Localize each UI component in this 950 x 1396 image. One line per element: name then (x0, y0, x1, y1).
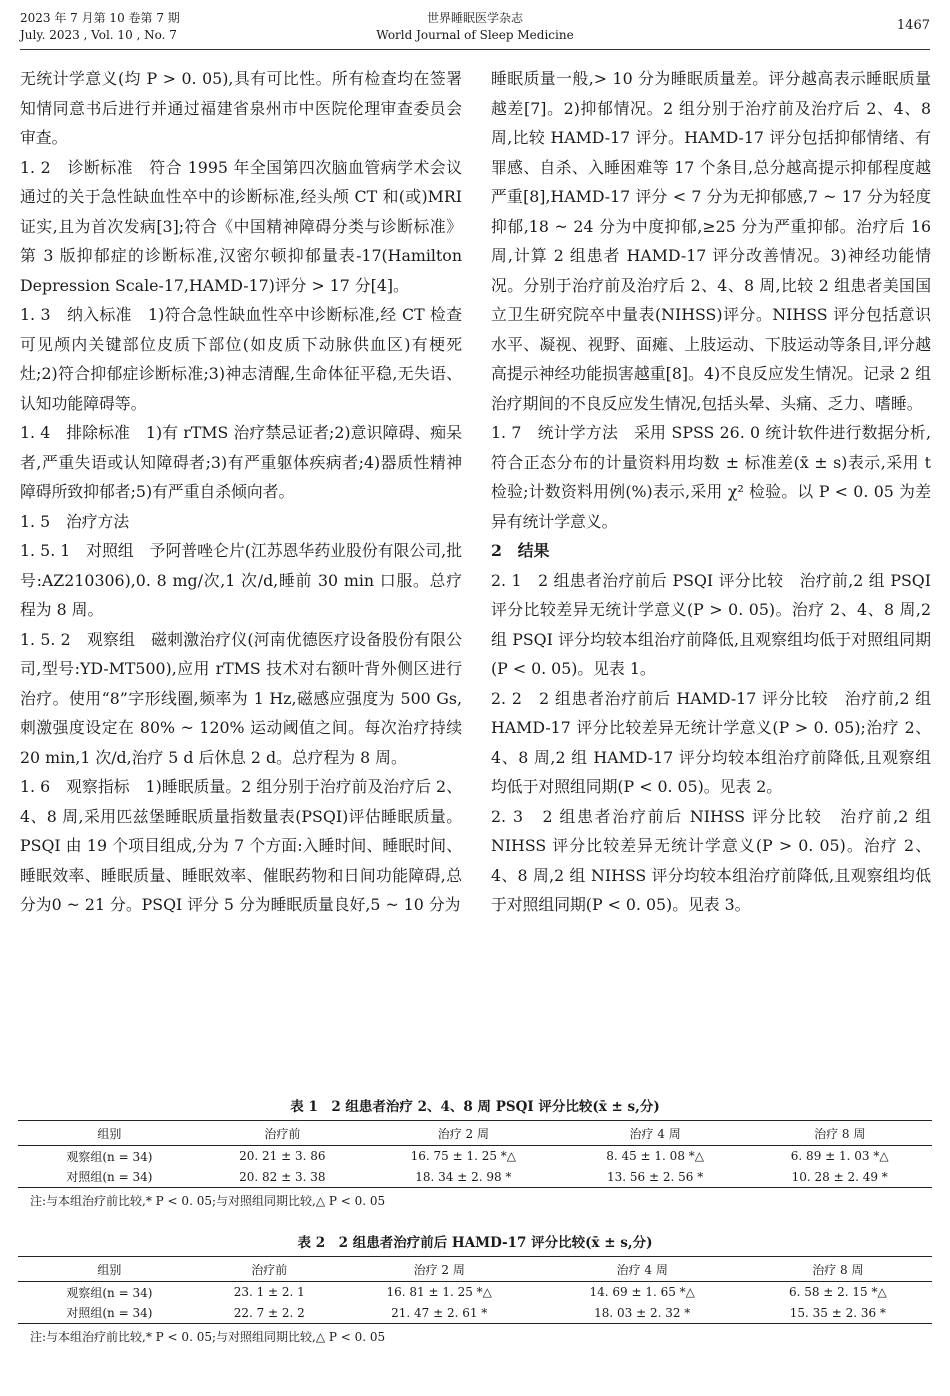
table-cell: 6. 58 ± 2. 15 *△ (788, 1285, 887, 1300)
page-header (20, 8, 930, 50)
table-cell: 16. 75 ± 1. 25 *△ (410, 1149, 517, 1164)
section-heading: 2 结果 (491, 541, 550, 560)
table-cell: 观察组(n = 34) (66, 1149, 153, 1164)
table-row (18, 1146, 932, 1167)
table-cell: 15. 35 ± 2. 36 * (744, 1303, 932, 1324)
issue-zh: 2023 年 7 月第 10 卷第 7 期 (20, 11, 180, 25)
journal-title-en: World Journal of Sleep Medicine (376, 28, 574, 42)
column-header: 治疗 4 周 (541, 1257, 744, 1282)
table-header-row (18, 1121, 932, 1146)
column-header: 治疗前 (201, 1257, 338, 1282)
paragraph: 1. 2 诊断标准 符合 1995 年全国第四次脑血管病学术会议通过的关于急性缺血性卒中的诊断标准,经头颅 CT 和(或)MRI 证实,且为首次发病[3];符合《中国精神障碍分类与诊断标准》第 3 版抑郁症的诊断标准,汉密尔顿抑郁量表-17(Hamilton Depression Scale-17,HAMD-17)评分 > 17 分[4]。 (20, 157, 462, 295)
table-cell: 20. 21 ± 3. 86 (239, 1149, 326, 1164)
paragraph: 睡眠质量一般,> 10 分为睡眠质量差。评分越高表示睡眠质量越差[7]。2)抑郁情况。2 组分别于治疗前及治疗后 2、4、8 周,比较 HAMD-17 评分。HAMD-17 评分包括抑郁情绪、有罪感、自杀、入睡困难等 17 个条目,总分越高提示抑郁程度越严重[8],HAMD-17 评分 < 7 分为无抑郁感,7 ~ 17 分为轻度抑郁,18 ~ 24 分为中度抑郁,≥25 分为严重抑郁。治疗后 16 周,计算 2 组患者 HAMD-17 评分改善情况。3)神经功能情况。分别于治疗前及治疗后 2、4、8 周,比较 2 组患者美国国立卫生研究院卒中量表(NIHSS)评分。NIHSS 评分包括意识水平、凝视、视野、面瘫、上肢运动、下肢运动等条目,评分越高提示神经功能损害越重[8]。4)不良反应发生情况。记录 2 组治疗期间的不良反应发生情况,包括头晕、头痛、乏力、嗜睡。 (491, 69, 931, 413)
journal-title (20, 10, 930, 44)
paragraph: 1. 5. 1 对照组 予阿普唑仑片(江苏恩华药业股份有限公司,批号:AZ210306),0. 8 mg/次,1 次/d,睡前 30 min 口服。总疗程为 8 周。 (20, 541, 462, 619)
column-header: 治疗 8 周 (744, 1257, 932, 1282)
column-header: 治疗 8 周 (747, 1121, 932, 1146)
table-cell: 10. 28 ± 2. 49 * (747, 1167, 932, 1188)
table2-caption: 表 2 2 组患者治疗前后 HAMD-17 评分比较(x̄ ± s,分) (297, 1235, 653, 1251)
table-cell: 观察组(n = 34) (66, 1285, 153, 1300)
section-heading: 1. 5 治疗方法 (20, 511, 130, 531)
column-header: 治疗前 (201, 1121, 364, 1146)
table-row (18, 1303, 932, 1324)
table-cell: 对照组(n = 34) (18, 1167, 201, 1188)
table1-note: 注:与本组治疗前比较,* P < 0. 05;与对照组同期比较,△ P < 0. 05 (30, 1194, 386, 1208)
column-header: 组别 (18, 1121, 201, 1146)
table-row (18, 1282, 932, 1303)
table-cell: 13. 56 ± 2. 56 * (563, 1167, 748, 1188)
paragraph: 1. 6 观察指标 1)睡眠质量。2 组分别于治疗前及治疗后 2、4、8 周,采用匹兹堡睡眠质量指数量表(PSQI)评估睡眠质量。PSQI 由 19 个项目组成,分为 7 个方面:入睡时间、睡眠时间、睡眠效率、睡眠质量、睡眠效率、催眠药物和日间功能障碍,总分为0 ~ 21 分。PSQI 评分 5 分为睡眠质量良好,5 ~ 10 分为 (20, 777, 462, 914)
right-column (491, 64, 931, 920)
paragraph: 2. 3 2 组患者治疗前后 NIHSS 评分比较 治疗前,2 组 NIHSS 评分比较差异无统计学意义(P > 0. 05)。治疗 2、4、8 周,2 组 NIHSS 评分均较本组治疗前降低,且观察组均低于对照组同期(P < 0. 05)。见表 3。 (491, 806, 931, 914)
journal-title-zh: 世界睡眠医学杂志 (426, 11, 523, 25)
paragraph: 无统计学意义(均 P > 0. 05),具有可比性。所有检查均在签署知情同意书后进行并通过福建省泉州市中医院伦理审查委员会审查。 (20, 69, 462, 147)
table-cell: 8. 45 ± 1. 08 *△ (606, 1149, 704, 1164)
column-header: 治疗 2 周 (338, 1257, 541, 1282)
table1-caption: 表 1 2 组患者治疗 2、4、8 周 PSQI 评分比较(x̄ ± s,分) (290, 1099, 660, 1115)
table-cell: 18. 34 ± 2. 98 * (364, 1167, 563, 1188)
table-header-row (18, 1257, 932, 1282)
table1 (18, 1120, 932, 1188)
paragraph: 1. 4 排除标准 1)有 rTMS 治疗禁忌证者;2)意识障碍、痴呆者,严重失语或认知障碍者;3)有严重躯体疾病者;4)器质性精神障碍所致抑郁者;5)有严重自杀倾向者。 (20, 423, 462, 501)
table2 (18, 1256, 932, 1324)
table-cell: 14. 69 ± 1. 65 *△ (589, 1285, 695, 1300)
table-cell: 20. 82 ± 3. 38 (201, 1167, 364, 1188)
table-cell: 22. 7 ± 2. 2 (201, 1303, 338, 1324)
paragraph: 1. 7 统计学方法 采用 SPSS 26. 0 统计软件进行数据分析,符合正态分布的计量资料用均数 ± 标准差(x̄ ± s)表示,采用 t 检验;计数资料用例(%)表示,采用 χ² 检验。以 P < 0. 05 为差异有统计学意义。 (491, 423, 931, 531)
table2-note: 注:与本组治疗前比较,* P < 0. 05;与对照组同期比较,△ P < 0. 05 (30, 1330, 386, 1344)
column-header: 组别 (18, 1257, 201, 1282)
table-row (18, 1167, 932, 1188)
paragraph: 1. 3 纳入标准 1)符合急性缺血性卒中诊断标准,经 CT 检查可见颅内关键部位皮质下部位(如皮质下动脉供血区)有梗死灶;2)符合抑郁症诊断标准;3)神志清醒,生命体征平稳,无失语、认知功能障碍等。 (20, 305, 462, 413)
issue-en: July. 2023 , Vol. 10 , No. 7 (20, 28, 177, 42)
page-number: 1467 (896, 18, 930, 33)
left-column (20, 64, 462, 920)
paragraph: 2. 1 2 组患者治疗前后 PSQI 评分比较 治疗前,2 组 PSQI 评分比较差异无统计学意义(P > 0. 05)。治疗 2、4、8 周,2 组 PSQI 评分均较本组治疗前降低,且观察组均低于对照组同期(P < 0. 05)。见表 1。 (491, 570, 931, 678)
table-cell: 对照组(n = 34) (18, 1303, 201, 1324)
table-cell: 18. 03 ± 2. 32 * (541, 1303, 744, 1324)
column-header: 治疗 2 周 (364, 1121, 563, 1146)
table-cell: 21. 47 ± 2. 61 * (338, 1303, 541, 1324)
table-cell: 16. 81 ± 1. 25 *△ (386, 1285, 492, 1300)
table-cell: 23. 1 ± 2. 1 (233, 1285, 305, 1300)
table-cell: 6. 89 ± 1. 03 *△ (790, 1149, 889, 1164)
paragraph: 2. 2 2 组患者治疗前后 HAMD-17 评分比较 治疗前,2 组 HAMD-17 评分比较差异无统计学意义(P > 0. 05);治疗 2、4、8 周,2 组 HAMD-17 评分均较本组治疗前降低,且观察组均低于对照组同期(P < 0. 05)。见表 2。 (491, 688, 931, 796)
tables-area (18, 1094, 932, 1352)
paragraph: 1. 5. 2 观察组 磁刺激治疗仪(河南优德医疗设备股份有限公司,型号:YD-MT500),应用 rTMS 技术对右额叶背外侧区进行治疗。使用“8”字形线圈,频率为 1 Hz,磁感应强度为 500 Gs,刺激强度设定在 80% ~ 120% 运动阈值之间。每次治疗持续 20 min,1 次/d,治疗 5 d 后休息 2 d。总疗程为 8 周。 (20, 629, 462, 767)
column-header: 治疗 4 周 (563, 1121, 748, 1146)
